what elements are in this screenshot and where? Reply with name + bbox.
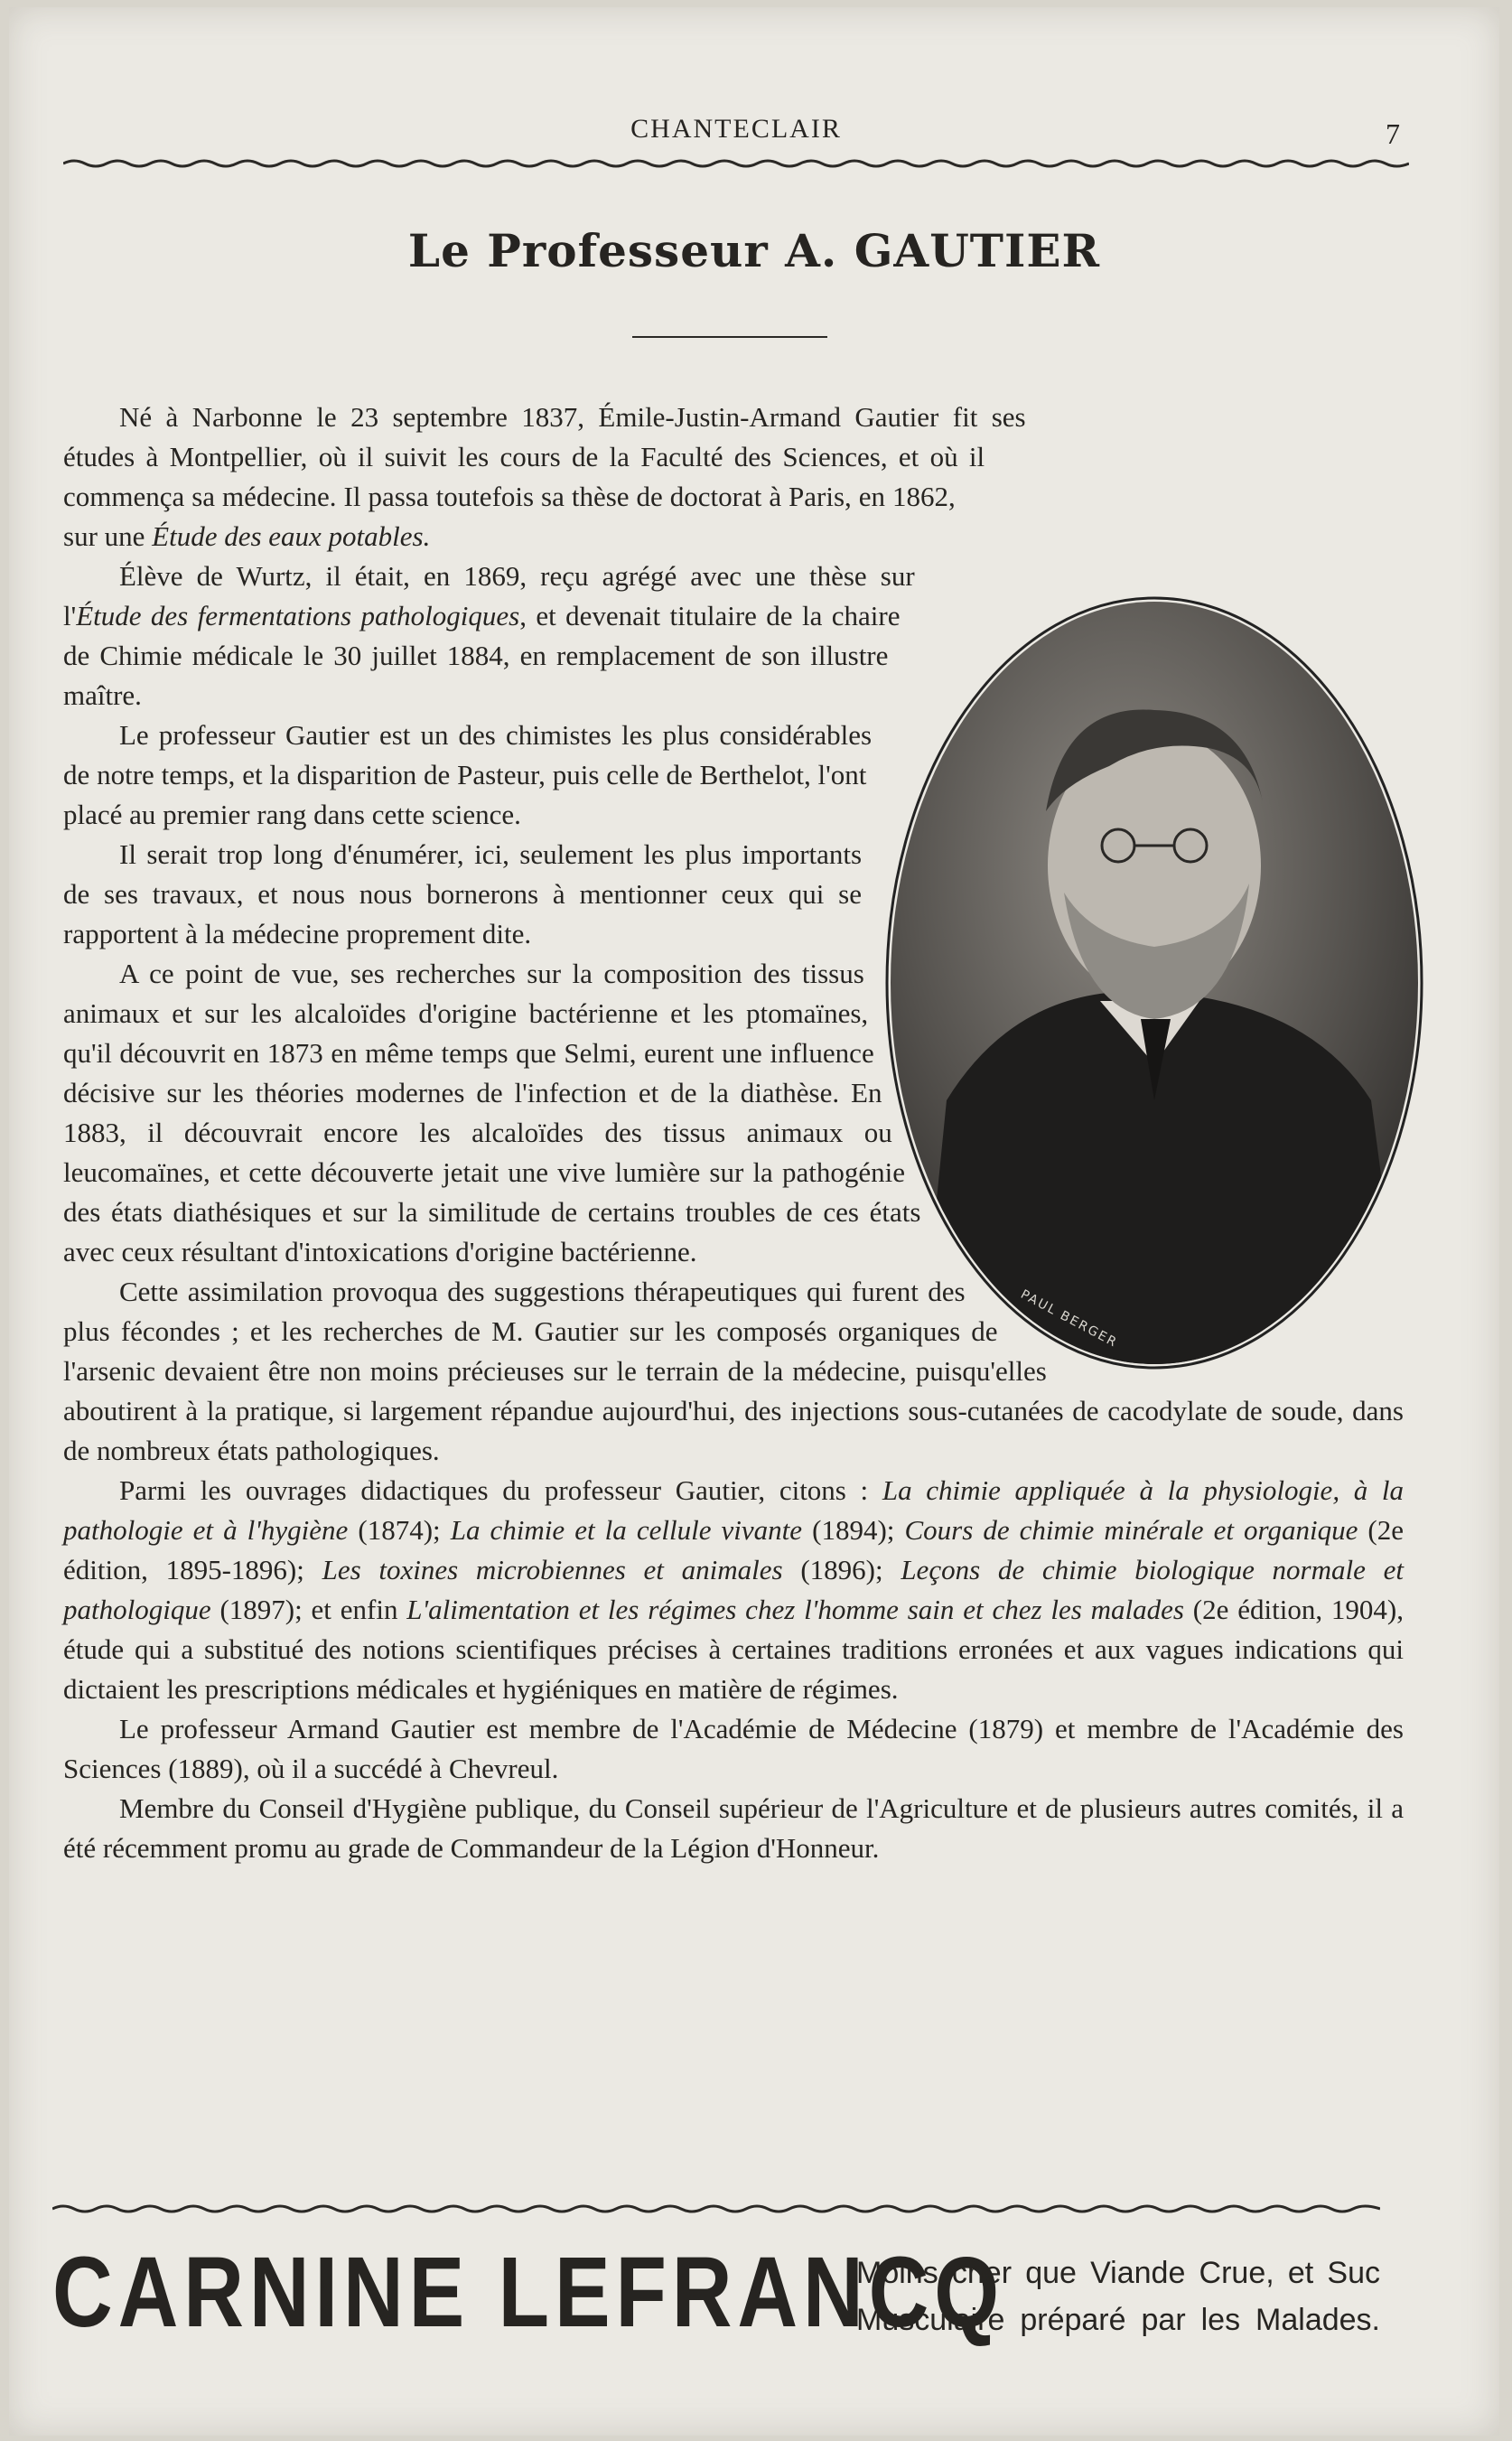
italic-title: Cours de chimie minérale et organique bbox=[904, 1514, 1358, 1546]
journal-name: CHANTECLAIR bbox=[630, 114, 842, 144]
italic-title: La chimie appliquée à la physiologie, à la pathologie et à l'hygiène bbox=[63, 1474, 1405, 1546]
italic-title: Leçons de chimie biologique normale et pathologique bbox=[63, 1554, 1404, 1625]
page-header bbox=[63, 108, 1409, 148]
header-wavy-rule bbox=[63, 157, 1409, 170]
article-paragraph: Le professeur Gautier est un des chimistes les plus considérables de notre temps, et la disparition de Pasteur, puis celle de Berthelot, l'ont placé au premier rang dans cette science. bbox=[63, 719, 873, 830]
ad-slogan-line2: Musculaire préparé par les Malades. bbox=[856, 2303, 1380, 2337]
italic-title: L'alimentation et les régimes chez l'homme sain et chez les malades bbox=[406, 1594, 1184, 1625]
article-paragraph: Le professeur Armand Gautier est membre de l'Académie de Médecine (1879) et membre de l'Académie des Sciences (1889), où il a succédé à Chevreul. bbox=[63, 1713, 1404, 1784]
portrait-oval bbox=[883, 594, 1425, 1371]
article-paragraph: Élève de Wurtz, il était, en 1869, reçu agrégé avec une thèse sur l'Étude des fermentations pathologiques, et devenait titulaire de la chaire de Chimie médicale le 30 juillet 1884, en remplacement de son illustre maître. bbox=[63, 560, 915, 711]
italic-title: Étude des fermentations pathologiques bbox=[76, 600, 520, 631]
article-paragraph: A ce point de vue, ses recherches sur la composition des tissus animaux et sur les alcaloïdes d'origine bactérienne et les ptomaïnes, qu'il découvrit en 1873 en même temps que Selmi, eurent une influence décisive sur les théories modernes de l'infection et de la diathèse. En 1883, il découvrait encore les alcaloïdes des tissus animaux ou leucomaïnes, et cette découverte jetait une vive lumière sur la pathogénie des états diathésiques et sur la similitude de certains troubles de ces états avec ceux résultant d'intoxications d'origine bactérienne. bbox=[63, 958, 921, 1267]
italic-title: La chimie et la cellule vivante bbox=[450, 1514, 803, 1546]
photographer-credit: PAUL BERGER bbox=[1018, 1286, 1121, 1351]
italic-title: Les toxines microbiennes et animales bbox=[322, 1554, 783, 1585]
ad-slogan-line1: Moins cher que Viande Crue, et Suc bbox=[856, 2256, 1380, 2290]
footer-wavy-rule bbox=[52, 2203, 1380, 2215]
article-paragraph: Né à Narbonne le 23 septembre 1837, Émile-Justin-Armand Gautier fit ses études à Montpellier, où il suivit les cours de la Faculté des Sciences, et où il commença sa médecine. Il passa toutefois sa thèse de doctorat à Paris, en 1862, sur une Étude des eaux potables. bbox=[63, 401, 1026, 552]
title-underline bbox=[632, 336, 827, 338]
magazine-page bbox=[9, 7, 1499, 2436]
article-title: Le Professeur A. GAUTIER bbox=[407, 224, 1101, 277]
article-paragraph: Cette assimilation provoqua des suggestions thérapeutiques qui furent des plus fécondes ; et les recherches de M. Gautier sur les composés organiques de l'arsenic devaient être non moins précieuses sur le terrain de la médecine, puisqu'elles aboutirent à la pratique, si largement répandue aujourd'hui, des injections sous-cutanées de cacodylate de soude, dans de nombreux états pathologiques. bbox=[63, 1276, 1404, 1466]
article-paragraph: Il serait trop long d'énumérer, ici, seulement les plus importants de ses travaux, et nous nous bornerons à mentionner ceux qui se rapportent à la médecine proprement dite. bbox=[63, 838, 863, 949]
page-number: 7 bbox=[1386, 117, 1400, 150]
ad-slogan bbox=[856, 2249, 1380, 2343]
ad-brand: CARNINE LEFRANCQ bbox=[52, 2237, 1005, 2348]
italic-title: Étude des eaux potables. bbox=[152, 520, 431, 552]
portrait-photo bbox=[883, 594, 1425, 1371]
article-paragraph: Parmi les ouvrages didactiques du professeur Gautier, citons : La chimie appliquée à la physiologie, à la pathologie et à l'hygiène (1874); La chimie et la cellule vivante (1894); Cours de chimie minérale et organique (2e édition, 1895-1896); Les toxines microbiennes et animales (1896); Leçons de chimie biologique normale et pathologique (1897); et enfin L'alimentation et les régimes chez l'homme sain et chez les malades (2e édition, 1904), étude qui a substitué des notions scientifiques précises à certaines traditions erronées et aux vagues indications qui dictaient les prescriptions médicales et hygiéniques en matière de régimes. bbox=[63, 1474, 1405, 1705]
article-paragraph: Membre du Conseil d'Hygiène publique, du Conseil supérieur de l'Agriculture et de plusieurs autres comités, il a été récemment promu au grade de Commandeur de la Légion d'Honneur. bbox=[63, 1792, 1404, 1864]
article-body bbox=[63, 397, 1404, 1868]
advertisement bbox=[52, 2239, 1380, 2374]
